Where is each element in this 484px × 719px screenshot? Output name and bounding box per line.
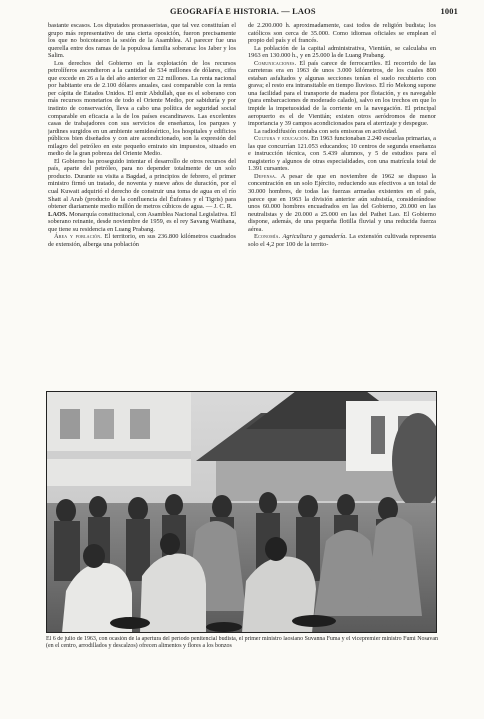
- right-paragraph-3: La radiodifusión contaba con seis emisoras en actividad.: [254, 127, 398, 135]
- economy-text: La extensión cultivada representa solo el 4,2 por 100 de la territo-: [248, 233, 436, 248]
- caption-lead: El 6 de julio de 1963, con ocasión de la apertura del período penitencial budista, el primer ministro laosiano Suvanna Fuma: [46, 636, 341, 642]
- left-paragraph-1: bastante escasos. Los diputados pronasseristas, que tal vez constituían el grupo más representativo de una cierta oposición, fueron precisamente los que no boicotearon la sesión de la Asamblea. Al parecer fue una querella entre dos ramas de la populosa familia soberana: los Jaber y los Salim.: [48, 22, 236, 60]
- area-text: El territorio, en sus 236.800 kilómetros cuadrados de extensión, alberga una población: [48, 233, 236, 248]
- caption-rest: y el vicepremier ministro Fumi Nosavan (en el centro, arrodillados y descalzos) ofrecen alimentos y flores a los bonzos: [46, 636, 438, 650]
- right-paragraph-2: La población de la capital administrativa, Vientián, se calculaba en 1963 en 130.000 h., y en 25.000 la de Luang Prabang.: [248, 44, 436, 60]
- area-heading: Área y población.: [54, 233, 103, 241]
- laos-entry-text: Monarquía constitucional, con Asamblea Nacional Legislativa. El soberano reinante, desde noviembre de 1959, es el rey Savang Watthana, que tiene su residencia en Luang Prabang.: [48, 210, 236, 233]
- laos-heading: LAOS.: [48, 210, 68, 218]
- communications-text: El país carece de ferrocarriles. El recorrido de las carreteras era en 1963 de unos 3.000 kilómetros, de los cuales 800 estaban asfaltados y algunas secciones tenían el suelo recubierto con grava; el resto era intransitable en tiempo lluvioso. El río Mekong supone una facilidad para el transporte de madera por flotación, y es navegable (para embarcaciones de moderado calado), salvo en los trechos en que lo impide la impetuosidad de la corriente en la navegación. El principal aeropuerto es el de Vientián; existen otros aeródromos de menor importancia y 39 campos acondicionados para el aterrizaje y despegue.: [248, 59, 436, 128]
- communications-section: [248, 60, 436, 128]
- left-column: [48, 22, 236, 386]
- culture-heading: Cultura y educación.: [254, 135, 310, 143]
- left-paragraph-2: Los derechos del Gobierno en la explotación de los recursos petrolíferos ascendieron a la cantidad de 534 millones de dólares, cifra que excede en 26 a la del año anterior en 22 millones. La renta nacional por habitante era de 2.100 dólares anuales, casi comparable con la renta per cápita de Estados Unidos. El emir Abdullah, que es el soberano con más recursos monetarios de todo el Oriente Medio, por sabiduría y por instinto de conservación, lleva a cabo una política de seguridad social comparable en eficacia a la de los países escandinavos. Las excelentes casas de trabajadores con sus servicios de enseñanza, los parques y jardines surgidos en un ambiente semidesértico, los hospitales y edificios públicos bien diseñados y con aire acondicionado, son la expresión del milagro del petróleo en este pequeño emirato sin impuestos, situado en medio de la gran pobreza del Oriente Medio.: [48, 59, 236, 158]
- right-paragraph-1: de 2.200.000 h. aproximadamente, casi todos de religión budista; los católicos son cerca de 35.000. Como idiomas oficiales se emplean el propio del país y el francés.: [248, 22, 436, 45]
- header-title: GEOGRAFÍA E HISTORIA. — LAOS: [170, 7, 316, 16]
- right-column: [248, 22, 436, 386]
- economy-section: [248, 233, 436, 248]
- laos-entry: [48, 211, 236, 234]
- defense-text: A pesar de que en noviembre de 1962 se dispuso la concentración en un solo Ejército, reduciendo sus efectivos a un total de 30.000 hombres, de todas las fuerzas armadas existentes en el país, parece que en 1963 la división anterior aún subsistía, considerándose unos 60.000 hombres encuadrados en las del Gobierno, 20.000 en las neutralistas y de 20.000 a 25.000 en las del Pathet Lao. El Gobierno dispone, además, de una pequeña flotilla fluvial y una reducida fuerza aérea.: [248, 172, 436, 233]
- area-section: [48, 233, 236, 248]
- culture-text: En 1963 funcionaban 2.240 escuelas primarias, a las que concurrían 121.053 educandos; 10 centros de segunda enseñanza e instrucción técnica, con 5.439 alumnos, y 5 de estudios para el magisterio y algunos de otras especialidades, con una matrícula total de 1.391 cursantes.: [248, 135, 436, 173]
- defense-heading: Defensa.: [254, 172, 277, 180]
- agriculture-subheading: Agricultura y ganadería.: [280, 233, 347, 241]
- page-number: 1001: [440, 7, 458, 16]
- photograph-ceremony: [46, 391, 437, 633]
- culture-section: [248, 135, 436, 173]
- left-paragraph-3: El Gobierno ha proseguido intentar el desarrollo de otros recursos del país, aparte del petróleo, para no depender totalmente de un solo producto. Durante su visita a Bagdad, a principios de febrero, el primer ministro firmó un tratado, de noventa y nueve años de duración, por el cual Kuwait adquirió el derecho de construir una toma de agua en el río Shatt al Arab (producto de la confluencia del Éufrates y el Tigris) para obtener diariamente medio millón de metros cúbicos de agua. — J. C. R.: [48, 157, 236, 211]
- photo-caption: [46, 636, 438, 656]
- running-header: [0, 6, 484, 18]
- defense-section: [248, 173, 436, 233]
- economy-heading: Economía.: [254, 233, 281, 241]
- photograph-icon: [46, 391, 437, 633]
- communications-heading: Comunicaciones.: [254, 59, 297, 67]
